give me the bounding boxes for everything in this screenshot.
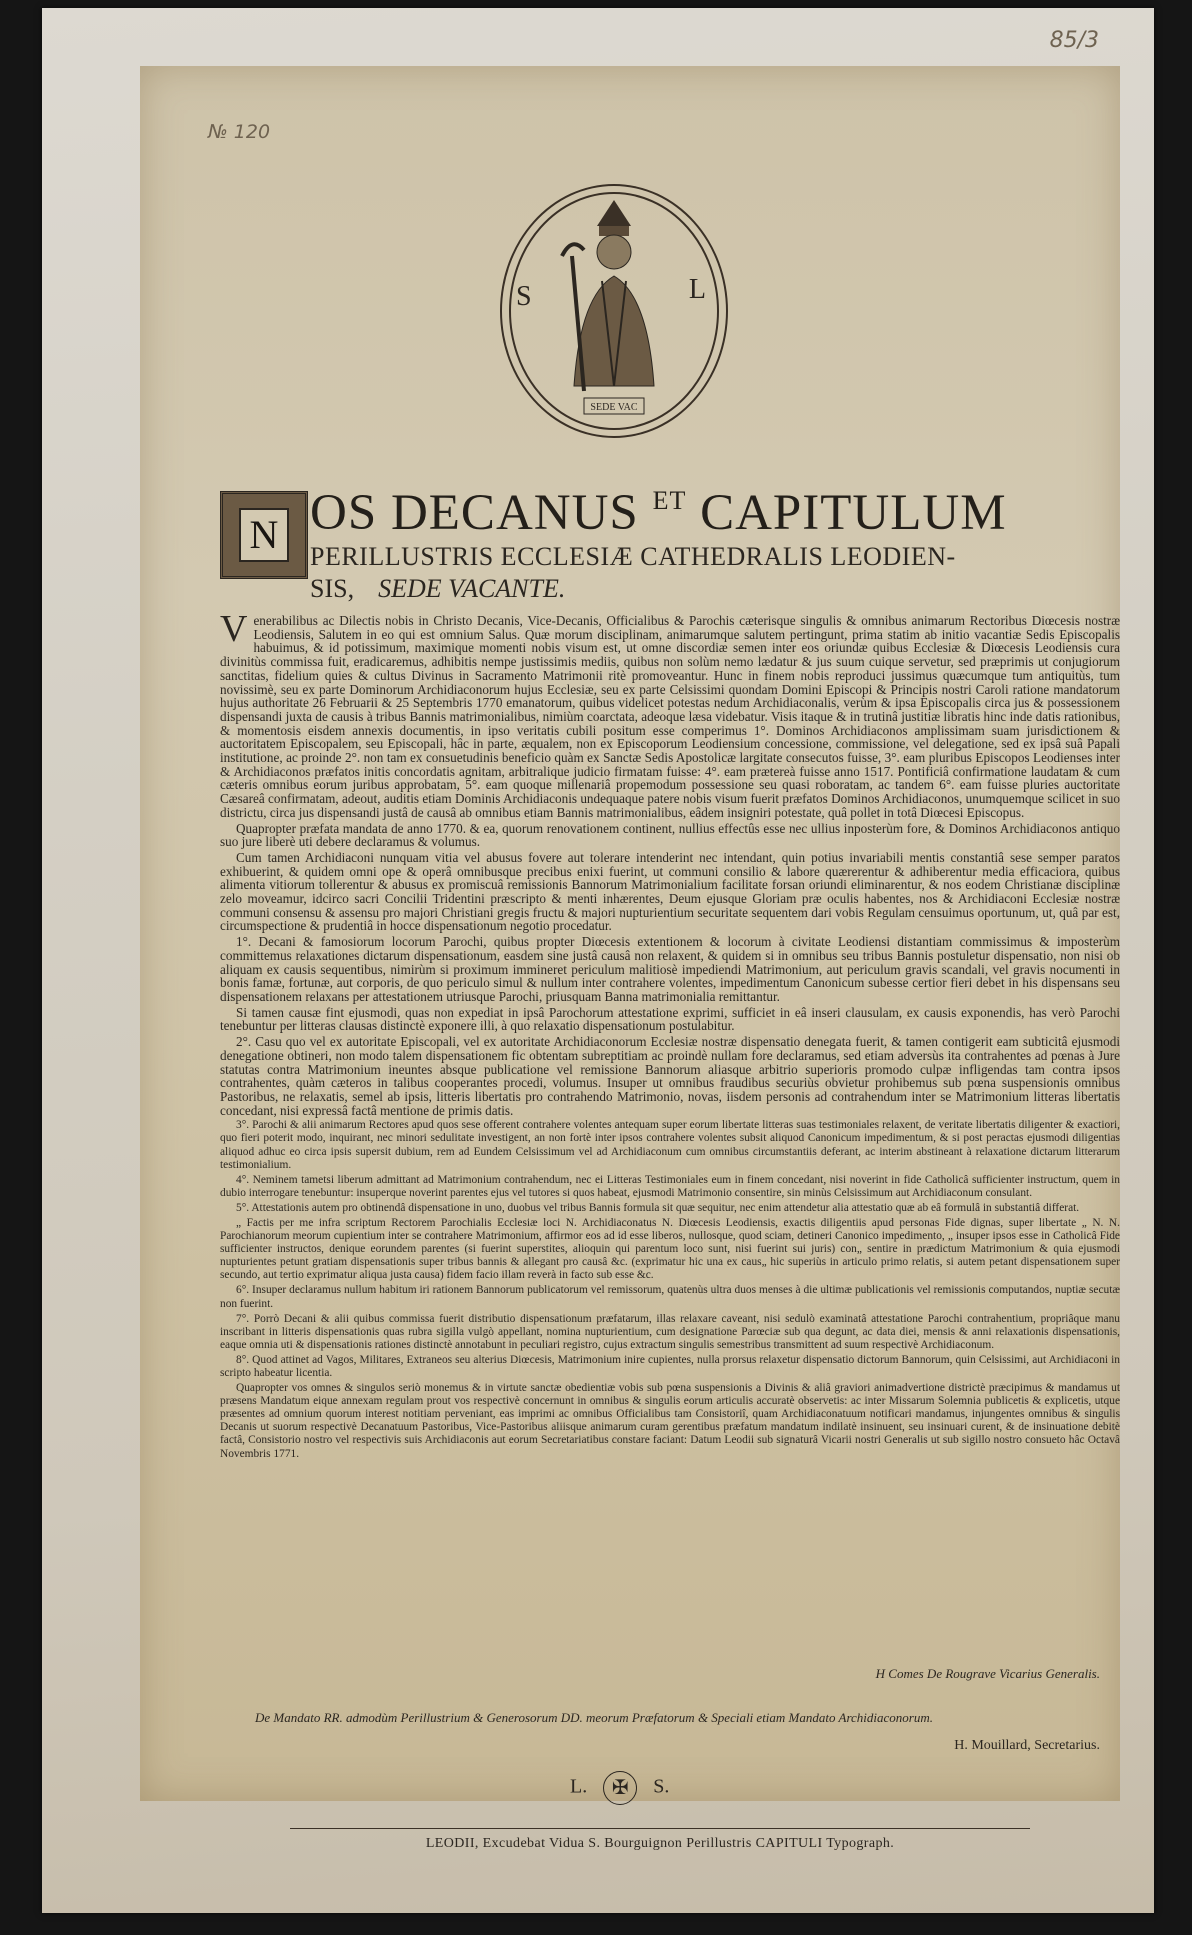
rule-paragraph: 7°. Porrò Decani & alii quibus commissa fuerit distributio dispensationum præfatarum, illas relaxare caveant, nisi sedulò examinatâ attestatione Parochi contrahentium, propriâque manu inscribant in litteris dispensationis quas rubra sigilla vulgò appellant, nomina nupturientium, cum designatione Parœciæ sub qua degunt, ac data diei, mensis & anni relaxationis dispensationis, eaque omnia uti & dispensationis rationes distinctè annotabunt in peculiari registro, cujus extractum singulis semestribus transmittent ad suum respectivè Archidiaconum. (220, 1312, 1120, 1351)
bishop-figure-icon (502, 186, 726, 436)
heading-sede-vacante: SEDE VACANTE. (378, 574, 566, 603)
initial-letter: N (239, 508, 289, 562)
paragraph: Cum tamen Archidiaconi nunquam vitia vel abusus fovere aut tolerare intenderint nec intendant, quin potius invariabili mentis constantiâ sese semper paratos exhibuerint, & quidem omni ope & operâ omnibusque precibus enixi fuerint, ut communi consilio & labore quærerentur & adhiberentur media efficaciora, quibus alimenta vitiorum tollerentur & abusus ex promiscuâ remissionis Bannorum Matrimonialium facilitate forsan oriundi eliminarentur, & nos eodem Christianæ disciplinæ zelo moveamur, idcirco sacri Concilii Tridentini præscripto & menti inhærentes, Deum ejusque Gloriam præ oculis habentes, nos & Archidiaconi Ecclesiæ nostræ communi consensu & assensu pro majori Christiani gregis fructu & majori nupturientium securitate sequentem dari vobis Regulam censuimus oportunum, ut, quâ par est, circumspectione & prudentiâ in hocce dispensationum negotio procedatur. (220, 849, 1120, 934)
mount-paper (42, 8, 1154, 1913)
decree-body (220, 608, 1120, 1463)
heading-et: ET (652, 486, 687, 515)
paragraph: 1°. Decani & famosiorum locorum Parochi, quibus propter Diœcesis extentionem & locorum à civitate Leodiensi distantiam commissimus & imposterùm committemus relaxationes dictarum dispensationum, easdem sine justâ causâ non relaxent, & quidem si in omnibus seu tribus Bannis postuletur dispensatio, non nisi ob aliquam ex causis sequentibus, nimirùm si proximum immineret periculum malitiosè impediendi Matrimonium, aut periculum gravis scandali, vel gravis nocumenti in bonis famæ, fortunæ, aut corporis, de quo periculo simul & nullum inter contrahere volentes, impedimentum Canonicum subesse certior fieri debet in his dispensans seu dispensationem relaxans per attestationem utriusque Parochi, priusquam Banna matrimonialia remittantur. (220, 934, 1120, 1004)
rule-paragraph: 6°. Insuper declaramus nullum habitum iri rationem Bannorum publicatorum vel remissorum, quatenùs ultra duos menses à die ultimæ publicationis vel remissionis computandos, nuptiæ secutæ non fuerint. (220, 1284, 1120, 1310)
rule-paragraph: 8°. Quod attinet ad Vagos, Militares, Extraneos seu alterius Diœcesis, Matrimonium inire cupientes, nulla prorsus relaxetur dispensatio dictorum Bannorum, quin Celsissimi, aut Archidiaconi in scripto habeatur licentia. (220, 1353, 1120, 1379)
locus-sigilli (570, 1771, 669, 1805)
secretary-signature: H. Mouillard, Secretarius. (954, 1738, 1100, 1753)
heading-nos-decanus: OS DECANUS (310, 485, 639, 541)
printed-decree-sheet (140, 66, 1120, 1851)
seal-letter-l: L (688, 274, 706, 305)
rule-paragraph: 3°. Parochi & alii animarum Rectores apud quos sese offerent contrahere volentes antequam super eorum libertate litteras suas testimoniales relaxent, de veritate libertatis diligenter & exactiori, quo fieri poterit modo, inquirant, nec minori sedulitate investigent, an non fortè inter ipsos contrahere volentes subsit aliquod Canonicum impedimentum, & si post peractas ejusmodi diligentias aliquod adhuc eo circa ipsis supersit dubium, rem ad Eundem Celsissimum vel ad Archidiaconum cum omnibus circumstantiis deferant, ac interim abstineant à relaxatione dictarum litterarum testimonialium. (220, 1119, 1120, 1171)
heading-line-2: PERILLUSTRIS ECCLESIÆ CATHEDRALIS LEODIEN- (310, 542, 956, 571)
printer-imprint: LEODII, Excudebat Vidua S. Bourguignon Perillustris CAPITULI Typograph. (425, 1836, 895, 1851)
mandate-line: De Mandato RR. admodùm Perillustrium & Generosorum DD. meorum Præfatorum & Speciali etiam Mandato Archidiaconorum. (255, 1710, 933, 1725)
archive-number: № 120 (208, 121, 271, 143)
rule-paragraph: 5°. Attestationis autem pro obtinendâ dispensatione in uno, duobus vel tribus Bannis formula sit quæ sequitur, nec enim attendetur alia attestatio quæ ab eâ formulâ in substantiâ differat. (236, 1201, 1080, 1214)
paragraph: Si tamen causæ fint ejusmodi, quas non expediat in ipsâ Parochorum attestatione exprimi, sufficiet in eâ inseri clausulam, ex causis exponendis, has verò Parochi tenebuntur per litteras clausas distinctè exponere illi, à quo relaxatio dispensationum postulabitur. (220, 1004, 1120, 1034)
locus-s: S. (653, 1775, 670, 1798)
heading-sis: SIS, (310, 574, 355, 603)
paragraph: Venerabilibus ac Dilectis nobis in Christo Decanis, Vice-Decanis, Officialibus & Parochis cæterisque singulis & omnibus animarum Rectoribus Diœcesis nostræ Leodiensis, Salutem in eo qui est omnium Salus. Quæ morum disciplinam, animarumque salutem pertingunt, prima statim ab initio vacantiæ Sedis Episcopalis habuimus, & id potissimum, maximique momenti nobis visum est, ut omne discordiæ semen inter eos oriundæ quibus Ecclesiæ & Diœcesis Leodiensis cura divinitùs commissa fuit, eradicaremus, adhibitis nempe justissimis mediis, quibus non solùm nemo lædatur & jus suum cuique servetur, sed præprimis ut conjugiorum sanctitas, fidelium quies & cultus Divinus in Sacramento Matrimonii ritè promoveantur. Hunc in finem nobis reproduci jussimus quæcumque tum antiquitùs, tum novissimè, seu ex parte Dominorum Archidiaconorum hujus Ecclesiæ, seu ex parte Celsissimi quondam Domini Episcopi & Principis nostri Caroli ratione mandatorum hujus authoritate 26 Februarii & 25 Septembris 1770 emanatorum, quibus videlicet potestas nedum Archidiaconalis, verùm & ipsa Episcopalis circa jus & possessionem dispensandi juxta de causis à tribus Bannis matrimonialibus, nimiùm coarctata, adeoque læsa videbatur. Visis itaque & in trutinâ justitiæ libratis hinc inde datis rationibus, & momentosis eisdem annexis documentis, in ipso veritatis cubili positum esse comperimus 1°. Dominos Archidiaconos amplissimam suam jurisdictionem & auctoritatem Episcopalem, seu Episcopali, hâc in parte, æqualem, non ex Episcoporum Leodiensium concessione, commissione, vel delegatione, sed ex ipsâ suâ Papali institutione, ac proinde 2°. non tam ex consuetudinis beneficio quàm ex Sanctæ Sedis Apostolicæ largitate consecutos fuisse, 3°. eam pluribus Episcopos Leodienses inter & Archidiaconos præfatos initis concordatis agnitam, arbitralique judicio firmatam fuisse: 4°. eam prætereà fuisse anno 1517. Pontificiâ confirmatione laudatam & cum cæteris omnibus eorum juribus approbatam, 5°. eam quoque millenariâ propemodum possessione seu quasi roboratam, ac tandem 6°. eam fuisse pluries auctoritate Cæsareâ confirmatam, adeout, auditis etiam Dominis Archidiaconis undequaque patere nobis visum fuerit præfatos Dominos Archidiaconos, unumquemque scilicet in suo districtu, circa jus dispensandi justâ de causâ ab omnibus etiam Bannis matrimonialibus, eâdem insigniri potestate, quâ pollet in totâ Diœcesi Episcopus. (220, 608, 1120, 820)
heading-line-3 (310, 574, 1110, 604)
paragraph: 2°. Casu quo vel ex autoritate Episcopali, vel ex autoritate Archidiaconorum Ecclesiæ nostræ dispensatio denegata fuerit, & tamen contigerit eam subticitâ ejusmodi denegatione obtineri, non modo talem dispensationem fic obtentam subreptitiam ac proindè nullam fore declaramus, sed etiam adversùs ita contrahentes ad pœnas à Jure statutas contra Matrimonium ineuntes absque publicatione vel remissione Bannorum aliasque arbitrio superioris promodo culpæ infligendas tam contra ipsos contrahentes, quàm cæteros in talibus cooperantes procedi, volumus. Insuper ut omnibus fraudibus securiùs obvietur prohibemus sub pœna suspensionis omnibus Pastoribus, ne relaxatis, semel ab ipsis, litteris libertatis pro contrahendo Matrimonio, novas, iisdem personis ad contrahendum inter se Matrimonium litteras libertatis concedant, nisi expressâ factâ mentione de primis datis. (220, 1034, 1120, 1118)
locus-l: L. (570, 1775, 588, 1798)
paragraph: Quapropter præfata mandata de anno 1770. & ea, quorum renovationem continent, nullius effectûs esse nec ullius inposterùm fore, & Dominos Archidiaconos antiquo suo jure liberè uti debere declaramus & volumus. (220, 820, 1120, 850)
seal-motto: SEDE VAC (590, 402, 638, 413)
divider (290, 1828, 1030, 1829)
inventory-number: 85/3 (1049, 28, 1099, 53)
rule-paragraph: 4°. Neminem tametsi liberum admittant ad Matrimonium contrahendum, nec ei Litteras Testimoniales eum in finem concedant, nisi noverint in fide Catholicâ sufficienter instructum, quem in dubio interrogare tenebuntur: insuperque noverint parentes ejus vel tutores si quos habeat, ejusmodi Matrimonio consentire, sin minùs Celsissimum aut Archidiaconum consulant. (220, 1173, 1120, 1199)
vicar-signature: H Comes De Rougrave Vicarius Generalis. (875, 1666, 1100, 1681)
closing-paragraph: Quapropter vos omnes & singulos seriò monemus & in virtute sanctæ obedientiæ vobis sub pœna suspensionis a Divinis & aliâ graviori animadvertione districtè præcipimus & mandamus ut præsens Mandatum eique annexam regulam prout vos respectivè concernunt in omnibus & singulis eorum articulis accuratè observetis: ac inter Missarum Solemnia publicetis & explicetis, utque præsentes ad omnium quorum interest notitiam perveniant, eas imprimi ac omnibus Officialibus tam Consistoriî, quam Archidiaconatuum notificari mandamus, injungentes omnibus & singulis Decanis ut suorum respectivè Decanatuum Pastoribus, Vice-Pastoribus aliisque animarum curam gerentibus præfatum mandatum indilatè insinuent, seu insinuari curent, & de insinuatione debitè factâ, Consistorio nostro vel respectivis suis Archidiaconis aut eorum Secretariatibus constare faciant: Datum Leodii sub signaturâ Vicarii nostri Generalis ut sub sigillo nostro consueto hâc Octavâ Novembris 1771. (220, 1382, 1120, 1460)
heading-capitulum: CAPITULUM (700, 485, 1007, 541)
seal-letter-s: S (516, 281, 532, 312)
heading-line-1 (310, 484, 1130, 542)
decorated-initial (220, 491, 308, 579)
attestation-formula: „ Factis per me infra scriptum Rectorem Parochialis Ecclesiæ loci N. Archidiaconatus N. Diœcesis Leodiensis, exactis diligentiis apud personas Fide dignas, super libertate „ N. N. Parochianorum meorum cupientium inter se contrahere Matrimonium, affirmor eos ad id esse liberos, nullosque, quod sciam, detineri Canonico impedimento, „ insuper ipsos esse in Catholicâ Fide sufficienter instructos, denique eorundem parentes (si fuerint superstites, alioquin qui parentum loco sunt, nisi fuerint sui juris) con„ sentire in prædictum Matrimonium & quia ejusmodi nupturientes petunt gratiam dispensationis super tribus bannis & allegant pro causâ &c. (exprimatur hic una ex caus„ hic superiùs in articulo primo relatis, si autem petant dispensationem super secundo, aut tertio exprimatur aliqua justa causa) fidem facio illam reverà in facto sub esse &c. (220, 1216, 1120, 1282)
seal-vignette (500, 184, 728, 438)
cross-seal-icon: ✠ (603, 1771, 637, 1805)
